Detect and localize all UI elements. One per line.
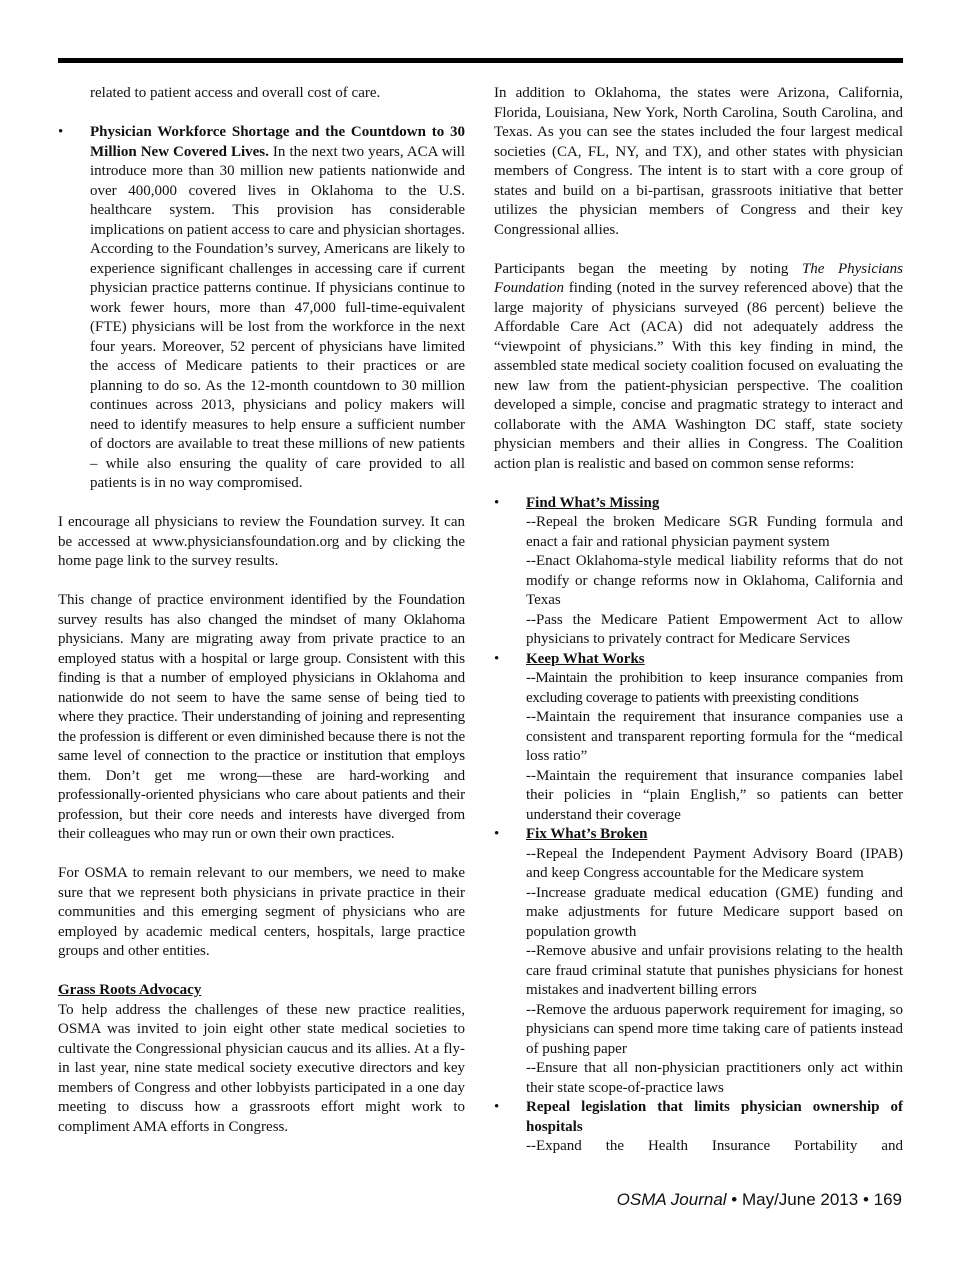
top-rule (58, 58, 903, 63)
bullet-heading: Physician Workforce Shortage and the Countdown to 30 Million New Covered Lives. (90, 124, 465, 160)
text-span: finding (noted in the survey referenced above) that the large majority of physicians surveyed (86 percent) believe the Affordable Care Act (ACA) did not adequately address the “viewpoint of physicians.” With this key finding in mind, the assembled state medical society coalition focused on evaluating the new law from the patient-physician perspective. The coalition developed a simple, concise and pragmatic strategy to interact and collaborate with the AMA Washington DC staff, state society physician members and their allies in Congress. The Coalition action plan is realistic and based on common sense reforms: (494, 280, 903, 472)
bullet-workforce-shortage (58, 123, 465, 494)
paragraph-grass-roots: To help address the challenges of these new practice realities, OSMA was invited to join eight other state medical societies to cultivate the Congressional physician caucus and its allies. At a fly-in last year, nine state medical society executive directors and key members of Congress and other lobbyists participated in a one day meeting to discuss how a grassroots effort might work to compliment AMA efforts in Congress. (58, 1001, 465, 1135)
bullet-dot: • (494, 650, 500, 667)
bullet-heading: Repeal legislation that limits physician ownership of hospitals (526, 1099, 903, 1135)
paragraph-practice-environment: This change of practice environment identified by the Foundation survey results has also changed the mindset of many Oklahoma physicians. Many are migrating away from private practice to an employed status with a hospital or large group. Consistent with this finding is that a number of employed physicians in Oklahoma and nationwide do not seem to have the same sense of being tied to where they practice. Their understanding of joining and representing the profession is different or even diminished because there is not the same level of connection to the practice or institution that employs them. Don’t get me wrong—these are hard-working and professionally-oriented physicians who care about patients and their profession, but their core needs and interests have diverged from their colleagues who may run or own their own practices. (58, 592, 465, 842)
foundation-name: The Physicians Foundation (494, 260, 903, 296)
footer-separator: • (726, 1190, 742, 1209)
paragraph-osma-relevance: For OSMA to remain relevant to our members, we need to make sure that we represent both physicians in private practice in their communities and this emerging segment of physicians who are employed by academic medical centers, hospitals, large practice groups and other entities. (58, 865, 465, 959)
bullet-dot: • (494, 1099, 500, 1115)
issue-date: May/June 2013 (741, 1190, 859, 1209)
bullet-find-whats-missing (494, 494, 903, 650)
list-item: --Remove abusive and unfair provisions relating to the health care fraud criminal statute that punishes physicians for honest mistakes and inadvertent billing errors (526, 943, 903, 998)
footer-separator: • (858, 1190, 874, 1209)
bullet-keep-what-works (494, 650, 903, 826)
bullet-dot: • (58, 124, 64, 140)
left-column (58, 84, 465, 1137)
list-item: --Maintain the requirement that insurance companies use a consistent and transparent reporting formula for the “medical loss ratio” (526, 709, 903, 764)
list-item: --Pass the Medicare Patient Empowerment Act to allow physicians to privately contract for Medicare Services (526, 611, 903, 647)
paragraph-states: In addition to Oklahoma, the states were Arizona, California, Florida, Louisiana, New York, North Carolina, South Carolina, and Texas. As you can see the states included the four largest medical societies (CA, FL, NY, and TX), and other states with physician members of Congress. The intent is to start with a core group of states and build on a bi-partisan, grassroots initiative that better utilizes the physician members of Congress and their key Congressional allies. (494, 85, 903, 238)
list-item: --Enact Oklahoma-style medical liability reforms that do not modify or change reforms now in Oklahoma, California and Texas (526, 553, 903, 608)
bullet-fix-whats-broken (494, 825, 903, 1098)
bullet-dot: • (494, 826, 500, 842)
page-number: 169 (873, 1190, 902, 1209)
bullet-heading: Keep What Works (526, 650, 645, 667)
bullet-heading: Fix What’s Broken (526, 826, 648, 842)
bullet-dot: • (494, 494, 500, 511)
journal-name: OSMA Journal (616, 1190, 727, 1209)
list-item: --Ensure that all non-physician practitioners only act within their state scope-of-practice laws (526, 1060, 903, 1096)
page-footer (617, 1190, 902, 1210)
list-item: --Repeal the broken Medicare SGR Funding formula and enact a fair and rational physician payment system (526, 514, 903, 550)
paragraph-meeting (494, 260, 903, 475)
paragraph-continued: related to patient access and overall cost of care. (90, 85, 381, 101)
list-item: --Maintain the requirement that insurance companies label their policies in “plain English,” so patients can better understand their coverage (526, 767, 903, 823)
list-item: --Increase graduate medical education (GME) funding and make adjustments for future Medicare support based on population growth (526, 884, 903, 940)
text-span: Participants began the meeting by noting (494, 260, 802, 277)
paragraph-survey-link: I encourage all physicians to review the Foundation survey. It can be accessed at www.physiciansfoundation.org and by clicking the home page link to the survey results. (58, 514, 465, 569)
list-item: --Expand the Health Insurance Portability and (526, 1138, 903, 1154)
list-item: --Maintain the prohibition to keep insurance companies from excluding coverage to patients with preexisting conditions (526, 670, 903, 706)
list-item: --Repeal the Independent Payment Advisory Board (IPAB) and keep Congress accountable for the Medicare system (526, 845, 903, 881)
right-column (494, 84, 903, 1157)
list-item: --Remove the arduous paperwork requirement for imaging, so physicians can spend more time taking care of patients instead of pushing paper (526, 1001, 903, 1057)
section-heading-grass-roots: Grass Roots Advocacy (58, 982, 202, 998)
bullet-heading: Find What’s Missing (526, 494, 660, 511)
bullet-body: In the next two years, ACA will introduce more than 30 million new patients nationwide and over 400,000 covered lives in Oklahoma to the U.S. healthcare system. This provision has considerable implications on patient access to care and physician shortages. According to the Foundation’s survey, Americans are likely to experience significant challenges in accessing care if current physician practice patterns continue. If physicians continue to work fewer hours, more than 47,000 full-time-equivalent (FTE) physicians will be lost from the workforce in the next four years. Moreover, 52 percent of physicians have limited the access of Medicare patients to their practices or are planning to do so. As the 12-month countdown to 30 million continues across 2013, physicians and policy makers will need to identify measures to help ensure a sufficient number of doctors are available to treat these millions of new patients – while also ensuring the quality of care provided to all patients is in no way compromised. (90, 143, 465, 491)
bullet-repeal-legislation (494, 1098, 903, 1157)
